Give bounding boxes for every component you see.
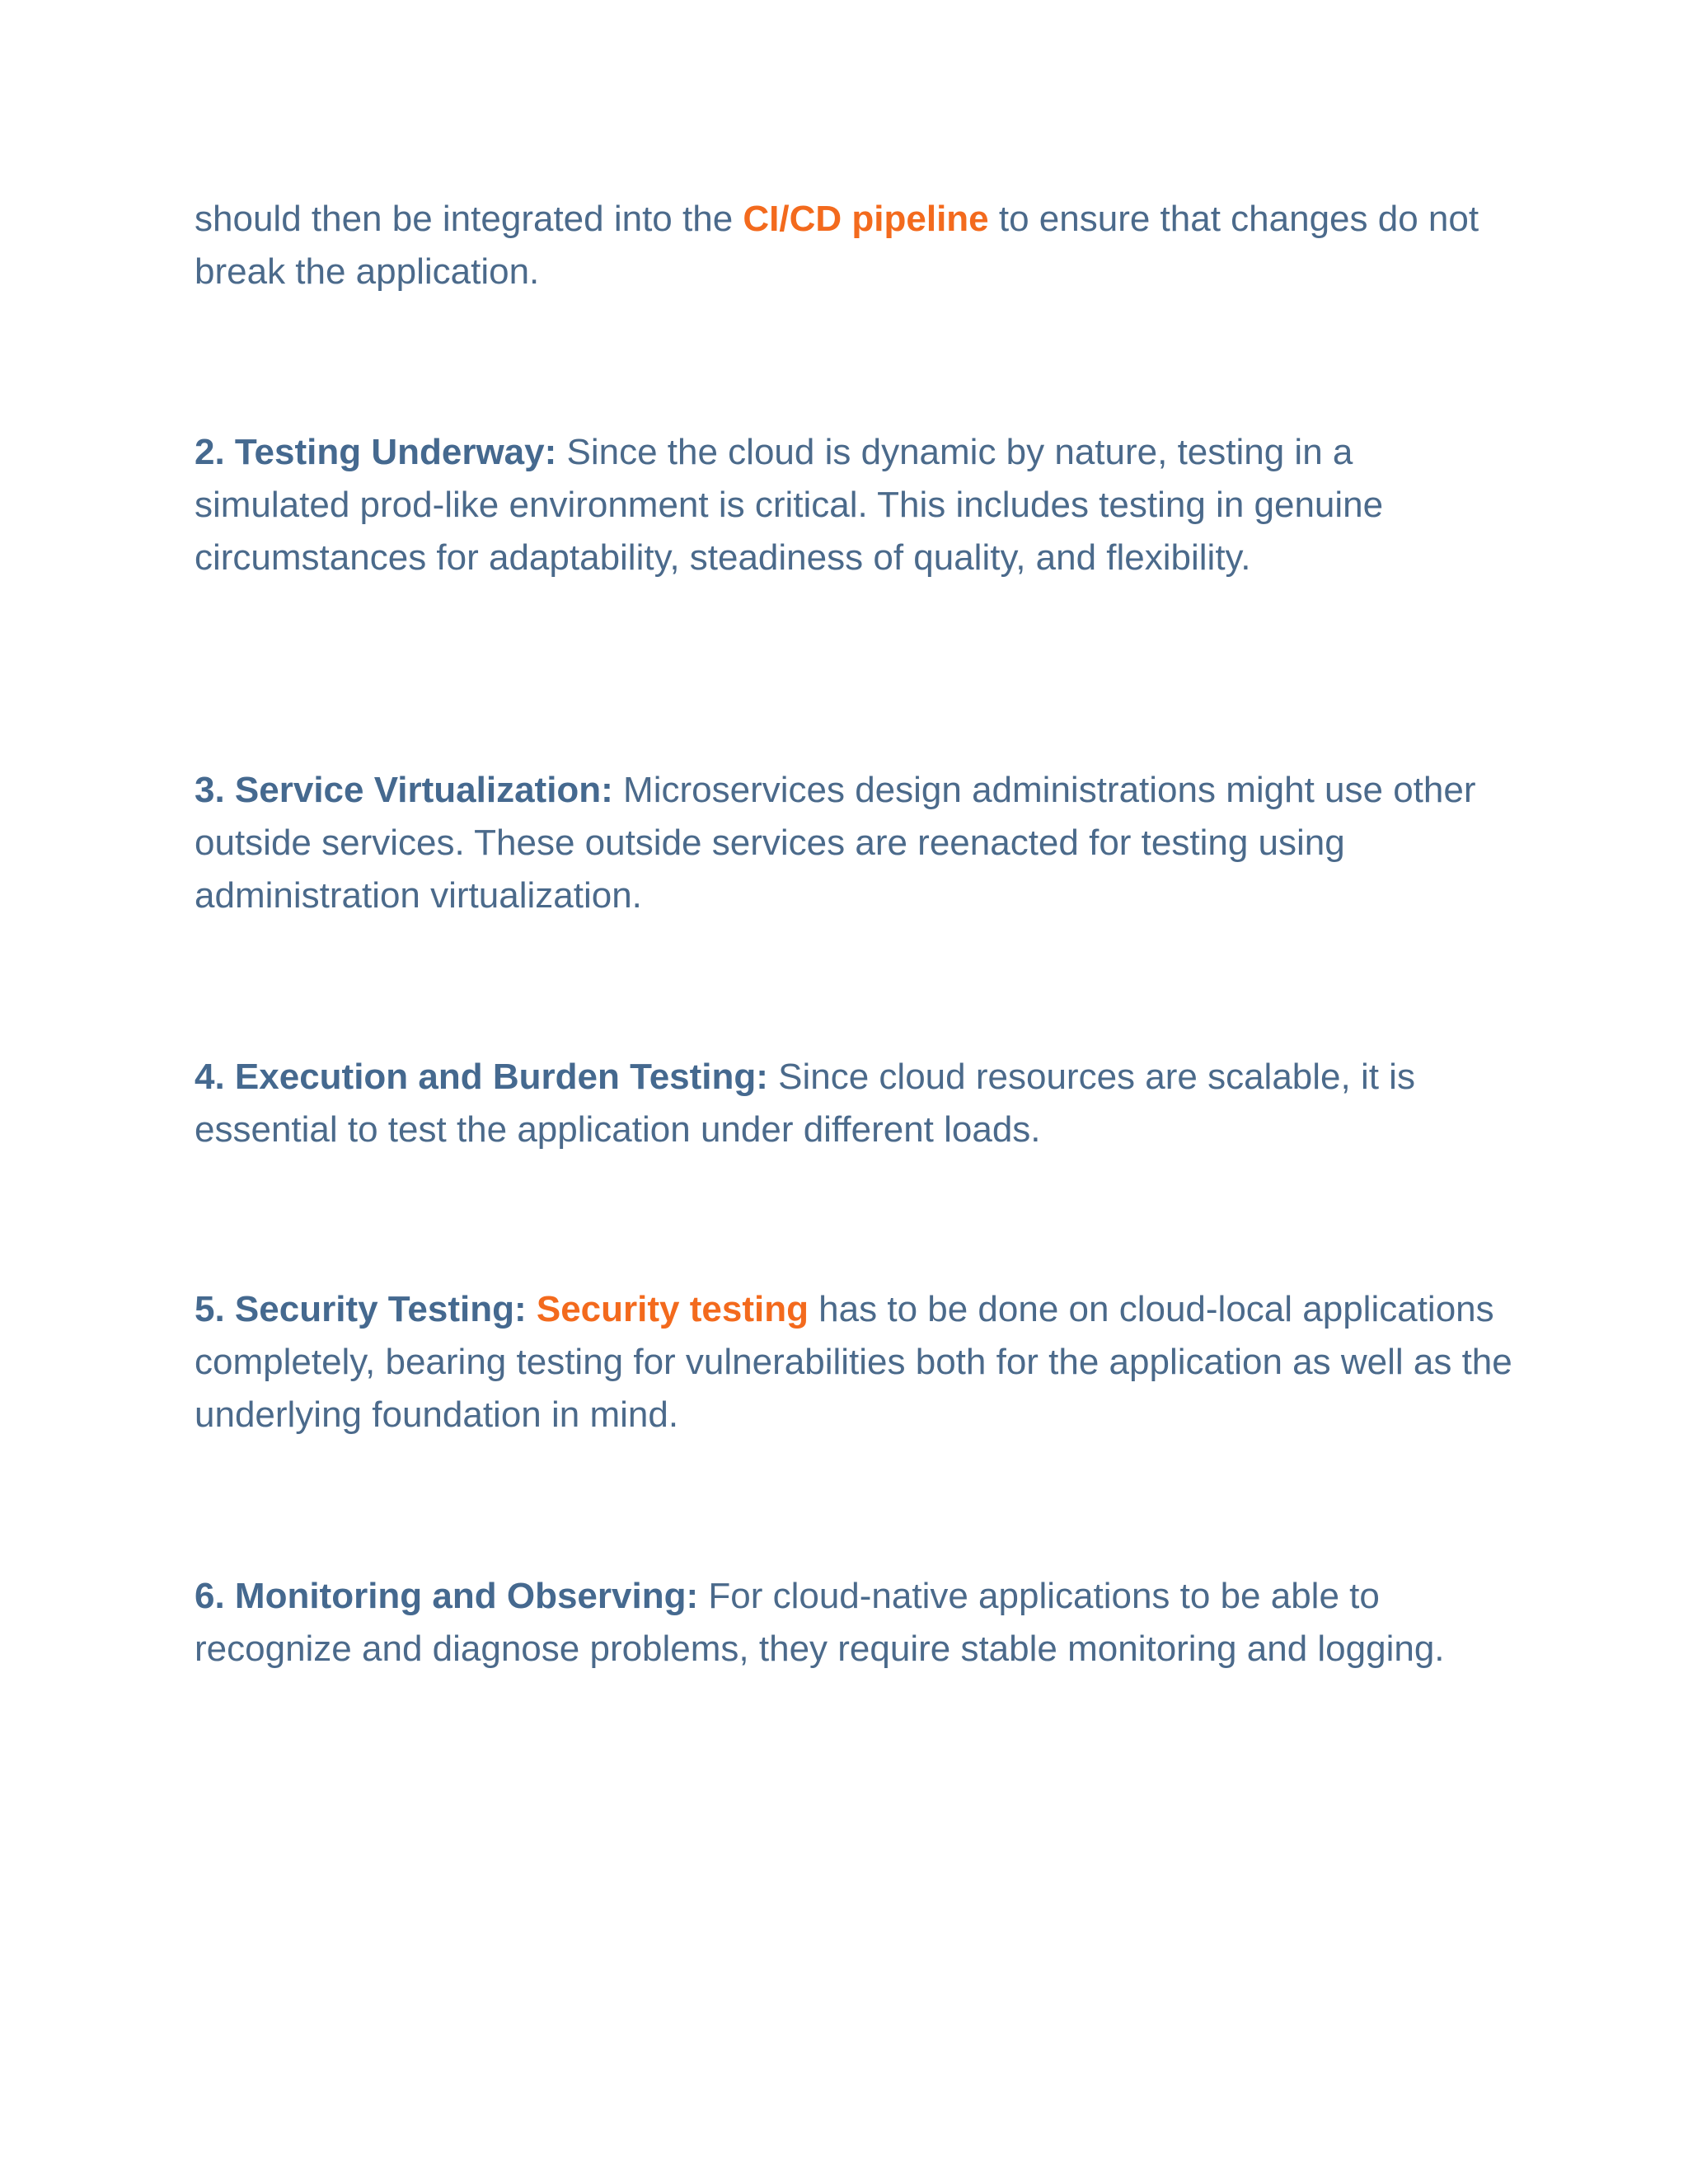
paragraph-heading: 2. Testing Underway: (195, 432, 557, 472)
paragraph-ci-cd-continuation (195, 193, 1513, 298)
paragraph-testing-underway (195, 426, 1513, 584)
paragraph-heading: 5. Security Testing: (195, 1289, 527, 1329)
paragraph-text: For cloud-native applications to be able to recognize and diagnose problems, they require stable monitoring and logging. (195, 1576, 1445, 1669)
paragraph-heading: 3. Service Virtualization: (195, 770, 613, 810)
paragraph-service-virtualization (195, 764, 1513, 922)
paragraph-monitoring-observing (195, 1570, 1513, 1675)
paragraph-text: to ensure that changes do not break the application. (195, 199, 1479, 292)
paragraph-heading: 6. Monitoring and Observing: (195, 1576, 699, 1616)
paragraph-security-testing (195, 1283, 1513, 1441)
paragraph-text: Microservices design administrations might use other outside services. These outside services are reenacted for testing using administration virtualization. (195, 770, 1476, 916)
paragraph-heading: 4. Execution and Burden Testing: (195, 1057, 768, 1097)
paragraph-execution-burden-testing (195, 1051, 1513, 1156)
paragraph-text: Since cloud resources are scalable, it is essential to test the application under different loads. (195, 1057, 1415, 1150)
ci-cd-pipeline-link[interactable]: CI/CD pipeline (743, 199, 989, 239)
paragraph-text: should then be integrated into the (195, 199, 743, 239)
paragraph-text: Since the cloud is dynamic by nature, testing in a simulated prod-like environment is critical. This includes testing in genuine circumstances for adaptability, steadiness of quality, and flexibility. (195, 432, 1384, 578)
security-testing-link[interactable]: Security testing (536, 1289, 809, 1329)
paragraph-text: has to be done on cloud-local applications completely, bearing testing for vulnerabilities both for the application as well as the underlying foundation in mind. (195, 1289, 1512, 1435)
